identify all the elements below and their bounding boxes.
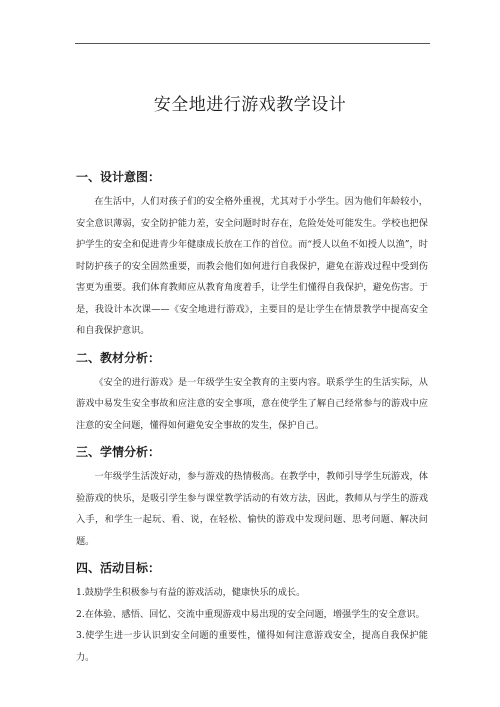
section-paragraph: 一年级学生活泼好动，参与游戏的热情极高。在教学中，教师引导学生玩游戏，体验游戏的快乐，是吸引学生参与课堂教学活动的有效方法，因此，教师从与学生的游戏入手，和学生一起玩、看、说，在轻松、愉快的游戏中发现问题、思考问题、解决问题。 <box>76 471 428 547</box>
section-design-intent <box>76 167 428 342</box>
goal-item: 2.在体验、感悟、回忆、交流中重现游戏中易出现的安全问题，增强学生的安全意识。 <box>76 608 425 620</box>
document-body <box>76 167 428 668</box>
section-heading: 一、设计意图： <box>76 170 161 184</box>
header-rule <box>75 43 430 44</box>
section-heading: 四、活动目标： <box>76 561 161 575</box>
section-paragraph: 在生活中，人们对孩子们的安全格外重视，尤其对于小学生。因为他们年龄较小，安全意识薄弱，安全防护能力差，安全问题时时存在，危险处处可能发生。学校也把保护学生的安全和促进青少年健康成长放在工作的首位。而“授人以鱼不如授人以渔”，时时防护孩子的安全固然重要，而教会他们如何进行自我保护，避免在游戏过程中受到伤害更为重要。我们体育教师应从教育角度着手，让学生们懂得自我保护，避免伤害。于是，我设计本次课——《安全地进行游戏》，主要目的是让学生在情景教学中提高安全和自我保护意识。 <box>76 196 428 336</box>
goal-item: 1.鼓励学生积极参与有益的游戏活动，健康快乐的成长。 <box>76 587 306 598</box>
document-title: 安全地进行游戏教学设计 <box>153 95 347 115</box>
section-heading: 二、教材分析： <box>76 350 161 365</box>
section-heading: 三、学情分析： <box>76 445 161 459</box>
section-material-analysis <box>76 348 428 437</box>
section-student-analysis <box>76 442 428 552</box>
section-paragraph: 《安全的进行游戏》是一年级学生安全教育的主要内容。联系学生的生活实际，从游戏中易发生安全事故和应注意的安全事项，意在使学生了解自己经常参与的游戏中应注意的安全问题，懂得如何避免安全事故的发生，保护自己。 <box>76 376 428 431</box>
goal-item: 3.使学生进一步认识到安全问题的重要性，懂得如何注意游戏安全，提高自我保护能力。 <box>76 630 428 663</box>
section-activity-goals <box>76 558 428 668</box>
